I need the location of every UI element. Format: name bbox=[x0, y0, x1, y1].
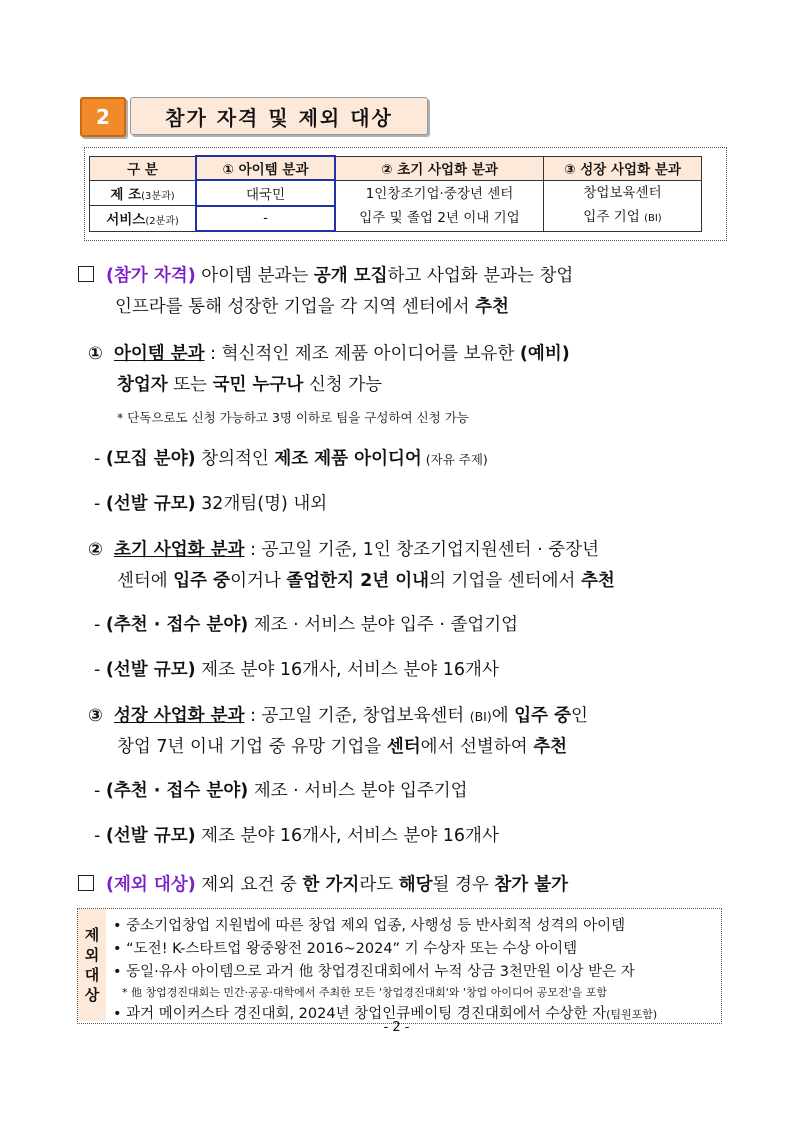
exclusion-item-2: • “도전! K-스타트업 왕중왕전 2016~2024” 기 수상자 또는 수상 아이템 bbox=[113, 941, 578, 957]
header-early: ② 초기 사업화 분과 bbox=[335, 156, 544, 180]
growth-division-field: - (추천 · 접수 분야) 제조 · 서비스 분야 입주기업 bbox=[94, 781, 468, 801]
exclusion-item-3: • 동일·유사 아이템으로 과거 他 창업경진대회에서 누적 상금 3천만원 이상 받은 자 bbox=[113, 964, 635, 980]
exclusion-item-4: • 과거 메이커스타 경진대회, 2024년 창업인큐베이팅 경진대회에서 수상한 자(팀원포함) bbox=[113, 1006, 658, 1022]
exclusion-note: * 他 창업경진대회는 민간·공공·대학에서 주최한 모든 '창업경진대회'와 '창업 아이디어 공모전'을 포함 bbox=[122, 986, 607, 999]
header-category: 구 분 bbox=[90, 156, 197, 180]
early-eligibility: 1인창조기업·중장년 센터 입주 및 졸업 2년 이내 기업 bbox=[335, 180, 544, 231]
growth-division-line-2: 창업 7년 이내 기업 중 유망 기업을 센터에서 선별하여 추천 bbox=[117, 737, 568, 757]
growth-division-scale: - (선발 규모) 제조 분야 16개사, 서비스 분야 16개사 bbox=[94, 826, 499, 846]
exclusion-line: (제외 대상) 제외 요건 중 한 가지라도 해당될 경우 참가 불가 bbox=[78, 871, 568, 896]
qualification-line-2: 인프라를 통해 성장한 기업을 각 지역 센터에서 추천 bbox=[115, 297, 509, 317]
summary-header-row bbox=[90, 156, 702, 180]
exclusion-item-1: • 중소기업창업 지원법에 따른 창업 제외 업종, 사행성 등 반사회적 성격의 아이템 bbox=[113, 918, 626, 934]
early-division-field: - (추천 · 접수 분야) 제조 · 서비스 분야 입주 · 졸업기업 bbox=[94, 615, 519, 635]
item-division-line-1: ① 아이템 분과 : 혁신적인 제조 제품 아이디어를 보유한 (예비) bbox=[88, 344, 570, 364]
growth-division-line-1: ③ 성장 사업화 분과 : 공고일 기준, 창업보육센터 (BI)에 입주 중인 bbox=[88, 706, 588, 726]
header-item: ① 아이템 분과 bbox=[196, 156, 335, 180]
early-division-line-1: ② 초기 사업화 분과 : 공고일 기준, 1인 창조기업지원센터 · 중장년 bbox=[88, 540, 599, 560]
checkbox-square-icon bbox=[78, 266, 94, 282]
row-label-service: 서비스(2분과) bbox=[90, 206, 197, 232]
row-label-manufacturing: 제 조(3분과) bbox=[90, 180, 197, 206]
early-division-line-2: 센터에 입주 중이거나 졸업한지 2년 이내의 기업을 센터에서 추천 bbox=[117, 571, 615, 591]
summary-row-manufacturing bbox=[90, 180, 702, 206]
header-growth: ③ 성장 사업화 분과 bbox=[544, 156, 702, 180]
growth-eligibility: 창업보육센터 입주 기업 (BI) bbox=[544, 180, 702, 231]
page-number: - 2 - bbox=[383, 1020, 410, 1035]
item-division-scale: - (선발 규모) 32개팀(명) 내외 bbox=[94, 494, 328, 514]
summary-table bbox=[89, 155, 702, 232]
section-number-badge: 2 bbox=[80, 97, 126, 137]
exclusion-side-label: 제 외 대 상 bbox=[78, 909, 106, 1021]
item-division-field: - (모집 분야) 창의적인 제조 제품 아이디어 (자유 주제) bbox=[94, 449, 488, 469]
item-division-line-2: 창업자 또는 국민 누구나 신청 가능 bbox=[117, 375, 383, 395]
item-manufacturing: 대국민 bbox=[196, 180, 335, 206]
early-division-scale: - (선발 규모) 제조 분야 16개사, 서비스 분야 16개사 bbox=[94, 660, 499, 680]
section-title: 참가 자격 및 제외 대상 bbox=[130, 97, 428, 135]
qualification-line-1: (참가 자격) 아이템 분과는 공개 모집하고 사업화 분과는 창업 bbox=[78, 262, 573, 287]
checkbox-square-icon bbox=[78, 875, 94, 891]
item-service: - bbox=[196, 206, 335, 232]
item-division-note: * 단독으로도 신청 가능하고 3명 이하로 팀을 구성하여 신청 가능 bbox=[117, 410, 469, 425]
